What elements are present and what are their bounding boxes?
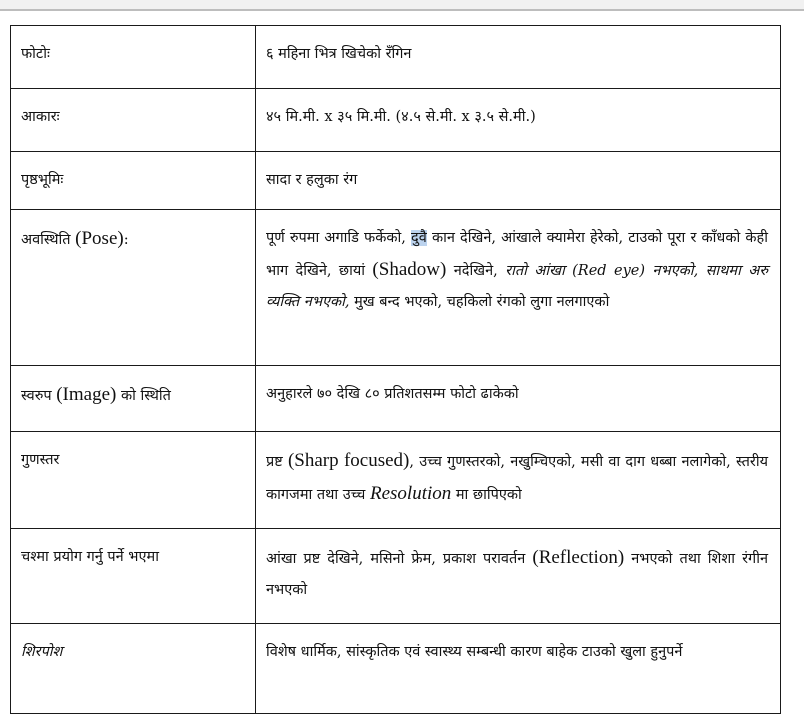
row-label: शिरपोश <box>11 624 256 714</box>
table-row <box>11 152 781 210</box>
window-top-bar <box>0 0 804 11</box>
row-value: अनुहारले ७० देखि ८० प्रतिशतसम्म फोटो ढाकेको <box>256 366 781 432</box>
table-row <box>11 624 781 714</box>
row-label: पृष्ठभूमिः <box>11 152 256 210</box>
row-value: आंखा प्रष्ट देखिने, मसिनो फ्रेम, प्रकाश परावर्तन (Reflection) नभएको तथा शिशा रंगीन नभएको <box>256 529 781 624</box>
row-label: आकारः <box>11 89 256 152</box>
row-value: पूर्ण रुपमा अगाडि फर्केको, दुवै कान देखिने, आंखाले क्यामेरा हेरेको, टाउको पूरा र काँधको केही भाग देखिने, छायां (Shadow) नदेखिने, रातो आंखा (Red eye) नभएको, साथमा अरु व्यक्ति नभएको, मुख बन्द भएको, चहकिलो रंगको लुगा नलगाएको <box>256 210 781 366</box>
row-value: सादा र हलुका रंग <box>256 152 781 210</box>
row-label: गुणस्तर <box>11 432 256 529</box>
row-label: चश्मा प्रयोग गर्नु पर्ने भएमा <box>11 529 256 624</box>
row-value: ६ महिना भित्र खिचेको रँगिन <box>256 26 781 89</box>
table-row <box>11 26 781 89</box>
row-value: विशेष धार्मिक, सांस्कृतिक एवं स्वास्थ्य सम्बन्धी कारण बाहेक टाउको खुला हुनुपर्ने <box>256 624 781 714</box>
table-row <box>11 432 781 529</box>
row-label: फोटोः <box>11 26 256 89</box>
table-row <box>11 366 781 432</box>
table-row <box>11 89 781 152</box>
row-label: स्वरुप (Image) को स्थिति <box>11 366 256 432</box>
table-row <box>11 529 781 624</box>
row-value: ४५ मि.मी. x ३५ मि.मी. (४.५ से.मी. x ३.५ से.मी.) <box>256 89 781 152</box>
text-selection-highlight: दुवै <box>411 230 427 246</box>
row-label: अवस्थिति (Pose): <box>11 210 256 366</box>
table-row <box>11 210 781 366</box>
photo-requirements-table <box>10 25 781 714</box>
row-value: प्रष्ट (Sharp focused), उच्च गुणस्तरको, नखुम्चिएको, मसी वा दाग धब्बा नलागेको, स्तरीय कागजमा तथा उच्च Resolution मा छापिएको <box>256 432 781 529</box>
